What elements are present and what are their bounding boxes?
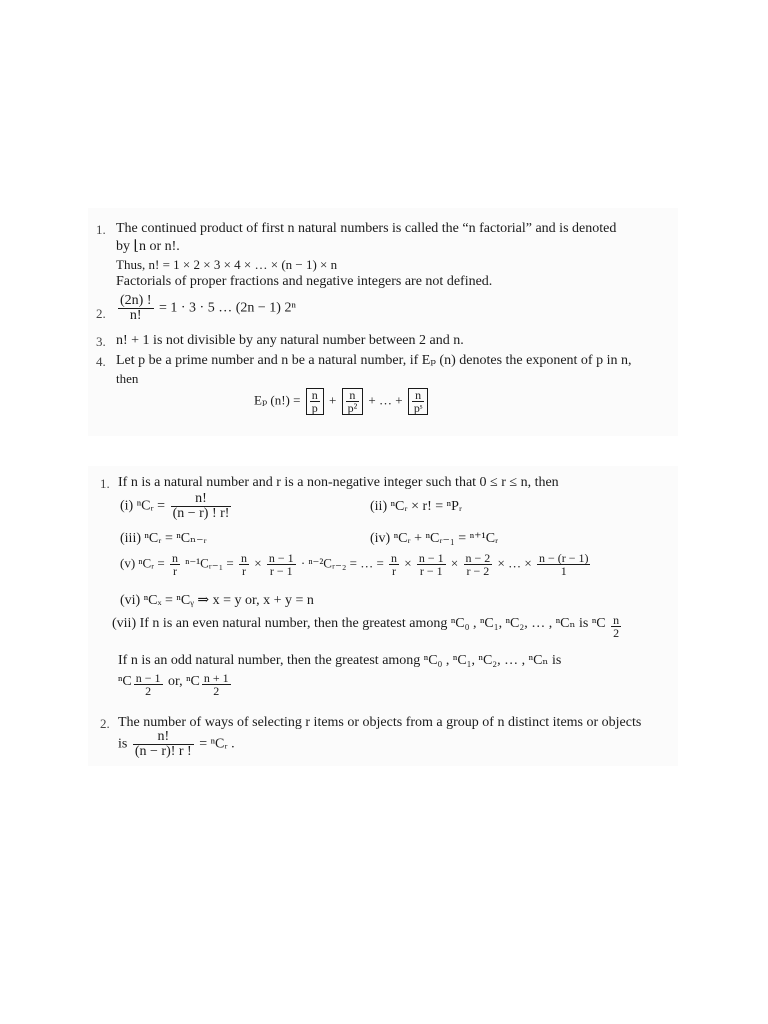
denominator: 2 bbox=[213, 684, 220, 698]
formula-part: ⁿCᵣ = bbox=[138, 555, 165, 571]
numerator: n bbox=[613, 613, 620, 627]
odd-n-result bbox=[118, 672, 233, 697]
formula: ⁿCᵣ + ⁿCᵣ₋₁ = ⁿ⁺¹Cᵣ bbox=[393, 531, 499, 546]
numerator: n bbox=[412, 389, 425, 402]
factorial-expansion: Thus, n! = 1 × 2 × 3 × 4 × … × (n − 1) × n bbox=[116, 257, 338, 272]
denominator: r bbox=[392, 564, 397, 578]
property-label: (vi) bbox=[120, 593, 141, 608]
floor-term-3 bbox=[408, 388, 429, 415]
combination-symbol: ⁿC bbox=[118, 674, 132, 689]
factorial-definition-line1: The continued product of first n natural numbers is called the “n factorial” and is denoted bbox=[116, 221, 617, 236]
floor-term-2 bbox=[342, 388, 364, 415]
formula: ⁿCᵣ × r! = ⁿPᵣ bbox=[390, 499, 463, 514]
double-factorial-formula bbox=[116, 294, 296, 323]
numerator: n! bbox=[171, 492, 232, 507]
numerator: n − 1 bbox=[418, 551, 444, 565]
denominator: r − 1 bbox=[269, 564, 293, 578]
fraction bbox=[267, 552, 296, 577]
times-sign: × … × bbox=[497, 555, 532, 571]
item-number: 4. bbox=[96, 354, 106, 369]
numerator: n bbox=[241, 551, 247, 565]
numerator: n − 1 bbox=[268, 551, 294, 565]
property-vii bbox=[112, 614, 623, 639]
formula-lhs: Eₚ (n!) = bbox=[254, 392, 301, 408]
ellipsis-terms: + … + bbox=[368, 392, 403, 408]
selection-statement: The number of ways of selecting r items or objects from a group of n distinct items or objects bbox=[118, 715, 642, 730]
property-label: (i) bbox=[120, 498, 134, 514]
denominator: (n − r) ! r! bbox=[172, 506, 230, 521]
formula-rhs: = 1 · 3 · 5 … (2n − 1) 2ⁿ bbox=[159, 300, 296, 316]
formula-part: · ⁿ⁻²Cᵣ₋₂ = … = bbox=[300, 555, 384, 571]
fraction bbox=[412, 389, 425, 414]
fraction bbox=[133, 730, 194, 759]
prime-exponent-line2: then bbox=[116, 371, 139, 386]
numerator: n bbox=[346, 389, 360, 402]
property-iv bbox=[370, 530, 498, 547]
item-number: 1. bbox=[100, 476, 110, 491]
formula-rhs: = ⁿCᵣ . bbox=[199, 736, 235, 752]
property-label: (v) bbox=[120, 555, 136, 571]
numerator: n bbox=[172, 551, 179, 565]
legendre-formula bbox=[254, 388, 430, 415]
property-iii bbox=[120, 530, 207, 547]
floor-term-1 bbox=[306, 388, 324, 415]
denominator: 2 bbox=[613, 626, 620, 640]
property-label: (vii) bbox=[112, 616, 137, 631]
denominator: n! bbox=[129, 308, 142, 323]
divisibility-statement: n! + 1 is not divisible by any natural number between 2 and n. bbox=[116, 333, 464, 348]
denominator: p² bbox=[347, 401, 358, 415]
times-sign: × bbox=[254, 555, 262, 571]
fraction bbox=[346, 389, 360, 414]
denominator: r − 2 bbox=[466, 564, 490, 578]
numerator: n bbox=[311, 388, 318, 402]
times-sign: × bbox=[450, 555, 459, 571]
fraction bbox=[389, 552, 399, 577]
item-number: 3. bbox=[96, 334, 106, 349]
denominator: pˢ bbox=[413, 401, 423, 415]
odd-n-statement: If n is an odd natural number, then the greatest among ⁿC₀ , ⁿC₁, ⁿC₂, … , ⁿCₙ is bbox=[118, 653, 562, 668]
fraction bbox=[170, 552, 180, 577]
is-text: is bbox=[118, 736, 128, 752]
property-v bbox=[120, 552, 592, 577]
fraction bbox=[310, 389, 320, 414]
subscript-fraction bbox=[134, 672, 163, 697]
denominator: (n − r)! r ! bbox=[134, 744, 192, 759]
or-text: or, bbox=[168, 674, 183, 689]
factorial-definition-line2: by ⌊n or n!. bbox=[116, 239, 180, 254]
denominator: p bbox=[311, 401, 318, 415]
numerator: n + 1 bbox=[203, 671, 229, 685]
fraction bbox=[417, 552, 446, 577]
plus-sign: + bbox=[328, 392, 337, 408]
property-ii bbox=[370, 498, 462, 515]
property-vi bbox=[120, 592, 314, 609]
numerator: n! bbox=[133, 730, 194, 745]
combination-condition: If n is a natural number and r is a non-negative integer such that 0 ≤ r ≤ n, then bbox=[118, 475, 559, 490]
item-number: 1. bbox=[96, 222, 106, 237]
denominator: 1 bbox=[560, 564, 567, 578]
denominator: r − 1 bbox=[419, 564, 443, 578]
selection-formula bbox=[118, 730, 235, 759]
combination-properties-block bbox=[88, 466, 678, 766]
fraction bbox=[464, 552, 493, 577]
denominator: 2 bbox=[145, 684, 152, 698]
times-sign: × bbox=[404, 555, 412, 571]
formula-part: ⁿ⁻¹Cᵣ₋₁ = bbox=[185, 555, 234, 571]
property-label: (iii) bbox=[120, 531, 141, 546]
property-label: (iv) bbox=[370, 531, 391, 546]
formula: ⁿCₓ = ⁿCᵧ ⇒ x = y or, x + y = n bbox=[143, 593, 314, 608]
denominator: r bbox=[242, 564, 246, 578]
property-i bbox=[120, 492, 233, 521]
fraction bbox=[239, 552, 249, 577]
subscript-fraction bbox=[611, 614, 621, 639]
item-number: 2. bbox=[96, 306, 106, 321]
fraction bbox=[537, 552, 591, 577]
numerator: (2n) ! bbox=[120, 293, 152, 308]
item-number: 2. bbox=[100, 716, 110, 731]
statement: If n is an even natural number, then the greatest among ⁿC₀ , ⁿC₁, ⁿC₂, … , ⁿCₙ is ⁿC bbox=[139, 616, 606, 631]
factorial-properties-block bbox=[88, 208, 678, 436]
property-label: (ii) bbox=[370, 499, 388, 514]
subscript-fraction bbox=[202, 672, 231, 697]
prime-exponent-line1: Let p be a prime number and n be a natural number, if Eₚ (n) denotes the exponent of p in n, bbox=[116, 353, 632, 368]
numerator: n bbox=[391, 551, 398, 565]
fraction bbox=[171, 492, 232, 521]
fraction bbox=[118, 294, 154, 323]
numerator: n − 1 bbox=[135, 671, 161, 685]
formula-lhs: ⁿCᵣ = bbox=[136, 498, 166, 514]
numerator: n − (r − 1) bbox=[538, 551, 589, 565]
denominator: r bbox=[173, 564, 178, 578]
formula: ⁿCᵣ = ⁿCₙ₋ᵣ bbox=[144, 531, 207, 546]
factorial-note: Factorials of proper fractions and negative integers are not defined. bbox=[116, 274, 493, 289]
numerator: n − 2 bbox=[465, 551, 491, 565]
combination-symbol: ⁿC bbox=[186, 674, 200, 689]
